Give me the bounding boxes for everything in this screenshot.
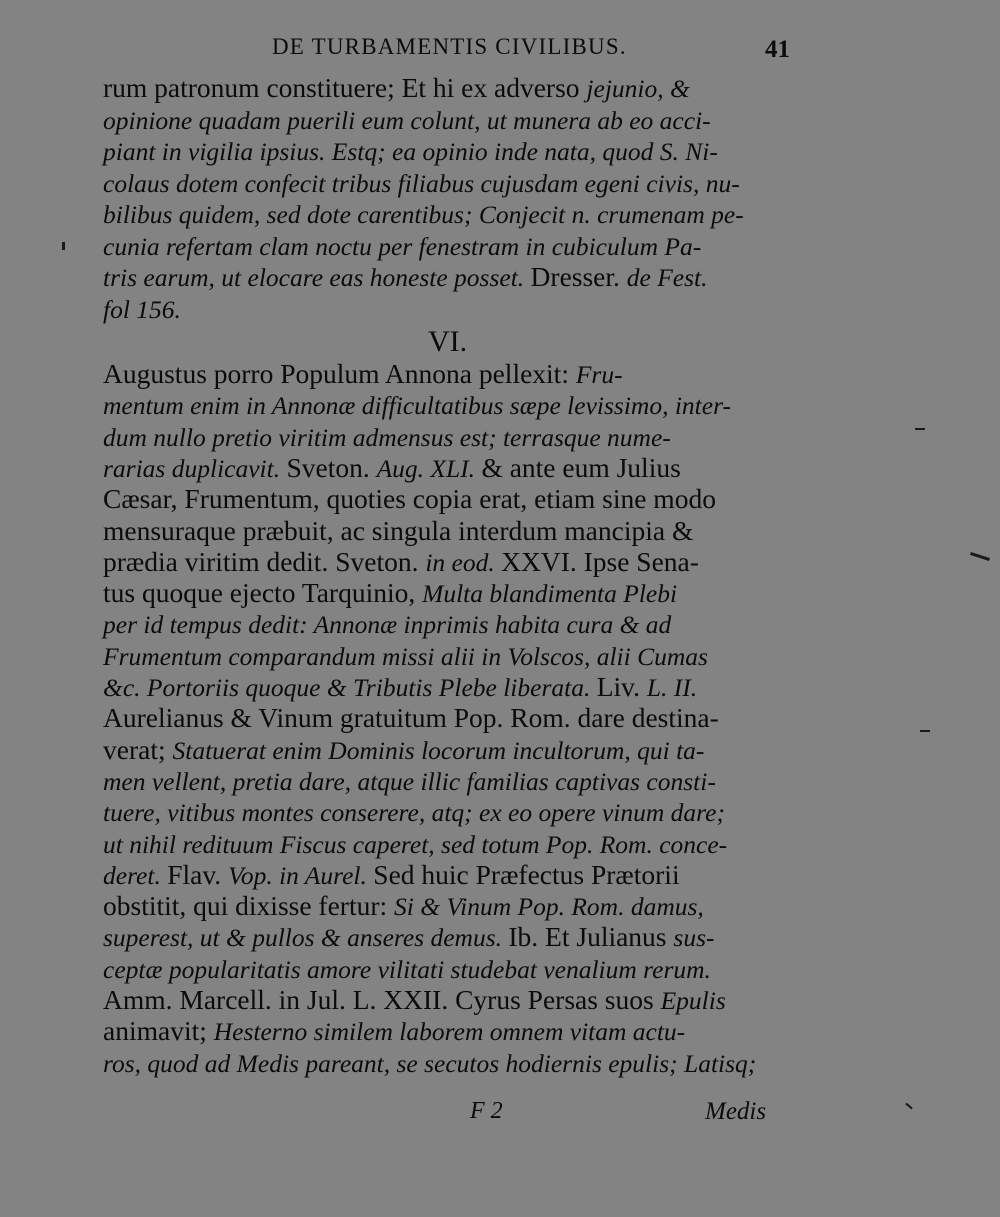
text-line [103, 828, 793, 860]
text-line [103, 421, 793, 453]
italic-text: Epulis [660, 986, 726, 1015]
text-line [103, 577, 793, 609]
italic-text: mentum enim in Annonæ difficultatibus sæpe levissimo, inter- [103, 391, 731, 421]
italic-text: Frumentum comparandum missi alii in Volscos, alii Cumas [103, 641, 708, 671]
text-line [103, 1015, 793, 1047]
italic-text: Multa blandimenta Plebi [422, 579, 678, 609]
text-line [103, 483, 793, 514]
roman-text: Flav. [167, 858, 229, 890]
text-line [103, 702, 793, 733]
scan-speck [970, 552, 990, 561]
italic-text: superest, ut & pullos & anseres demus. [103, 923, 509, 953]
roman-text: Sveton. [286, 451, 377, 483]
text-line [103, 953, 793, 985]
italic-text: rarias duplicavit. [103, 453, 287, 483]
scan-speck [905, 1103, 912, 1110]
scan-speck [920, 730, 930, 732]
section-number: VI. [428, 325, 468, 358]
italic-text: de Fest. [626, 263, 708, 292]
italic-text: piant in vigilia ipsius. Estq; ea opinio inde nata, quod S. Ni- [103, 137, 718, 166]
roman-text: & ante eum Julius [481, 451, 681, 483]
italic-text: L. II. [646, 673, 698, 702]
text-line [103, 546, 793, 578]
roman-text: Sed huic Præfectus Prætorii [373, 858, 680, 890]
italic-text: ut nihil redituum Fiscus caperet, sed totum Pop. Rom. conce- [103, 829, 728, 859]
text-line [103, 104, 793, 136]
italic-text: per id tempus dedit: Annonæ inprimis habita cura & ad [103, 610, 672, 640]
italic-text: Aug. XLI. [376, 453, 482, 483]
italic-text: ros, quod ad Medis pareant, se secutos hodiernis epulis; Latisq; [103, 1048, 757, 1078]
roman-text: animavit; [103, 1015, 214, 1047]
italic-text: opinione quadam puerili eum colunt, ut munera ab eo acci- [103, 105, 711, 135]
roman-text: obstitit, qui dixisse fertur: [103, 890, 395, 922]
italic-text: tuere, vitibus montes conserere, atq; ex eo opere vinum dare; [103, 798, 725, 828]
italic-text: dum nullo pretio viritim admensus est; terrasque nume- [103, 422, 671, 452]
italic-text: Hesterno similem laborem omnem vitam actu- [213, 1017, 686, 1047]
text-line [103, 921, 793, 953]
roman-text: Ib. Et Julianus [508, 921, 674, 953]
italic-text: Fru- [575, 360, 623, 389]
scan-speck [915, 428, 925, 430]
roman-text: Cæsar, Frumentum, quoties copia erat, etiam sine modo [103, 483, 716, 515]
text-line [103, 671, 793, 703]
italic-text: fol 156. [103, 294, 181, 324]
italic-text: men vellent, pretia dare, atque illic familias captivas consti- [103, 766, 716, 796]
text-line [103, 984, 793, 1016]
italic-text: colaus dotem confecit tribus filiabus cujusdam egeni civis, nu- [103, 168, 740, 198]
text-line [103, 734, 793, 766]
text-line [103, 1047, 793, 1079]
italic-text: &c. Portoriis quoque & Tributis Plebe liberata. [103, 673, 597, 702]
italic-text: Statuerat enim Dominis locorum incultorum, qui ta- [172, 735, 705, 765]
roman-text: Dresser. [530, 261, 627, 292]
italic-text: Vop. in Aurel. [228, 860, 374, 890]
italic-text: jejunio, & [586, 74, 690, 103]
roman-text: Augustus porro Populum Annona pellexit: [103, 358, 576, 389]
roman-text: Amm. Marcell. in Jul. L. XXII. Cyrus Persas suos [103, 984, 661, 1015]
running-title: DE TURBAMENTIS CIVILIBUS. [272, 34, 627, 59]
text-line [103, 608, 793, 640]
text-line [103, 230, 793, 262]
text-line [103, 389, 793, 421]
roman-text: tus quoque ejecto Tarquinio, [103, 577, 423, 609]
text-line [103, 135, 793, 167]
signature-mark: F 2 [470, 1098, 503, 1124]
text-line [103, 796, 793, 828]
roman-text: Aurelianus & Vinum gratuitum Pop. Rom. dare destina- [103, 702, 719, 734]
text-line [103, 640, 793, 672]
italic-text: Si & Vinum Pop. Rom. damus, [394, 892, 704, 922]
roman-text: mensuraque præbuit, ac singula interdum mancipia & [103, 514, 694, 546]
roman-text: rum patronum constituere; Et hi ex adverso [103, 72, 587, 103]
page-number: 41 [765, 36, 790, 63]
text-line [103, 890, 793, 922]
roman-text: prædia viritim dedit. Sveton. [103, 545, 426, 577]
text-line [103, 452, 793, 484]
text-line [103, 261, 793, 293]
italic-text: tris earum, ut elocare eas honeste posset. [103, 263, 531, 292]
text-line [103, 765, 793, 797]
roman-text: verat; [103, 733, 173, 765]
italic-text: ceptæ popularitatis amore vilitati studebat venalium rerum. [103, 954, 711, 984]
text-line [103, 859, 793, 891]
italic-text: sus- [673, 923, 715, 953]
italic-text: bilibus quidem, sed dote carentibus; Conjecit n. crumenam pe- [103, 200, 744, 229]
catchword: Medis [705, 1098, 767, 1125]
roman-text: Liv. [596, 671, 647, 702]
roman-text: XXVI. Ipse Sena- [501, 545, 699, 577]
italic-text: deret. [103, 860, 168, 890]
text-line [103, 293, 793, 325]
text-line [103, 167, 793, 199]
scan-speck [62, 242, 65, 250]
italic-text: in eod. [425, 547, 502, 577]
italic-text: cunia refertam clam noctu per fenestram in cubiculum Pa- [103, 231, 702, 261]
text-line [103, 72, 793, 104]
text-line [103, 515, 793, 546]
text-line [103, 358, 793, 390]
text-line [103, 198, 793, 230]
